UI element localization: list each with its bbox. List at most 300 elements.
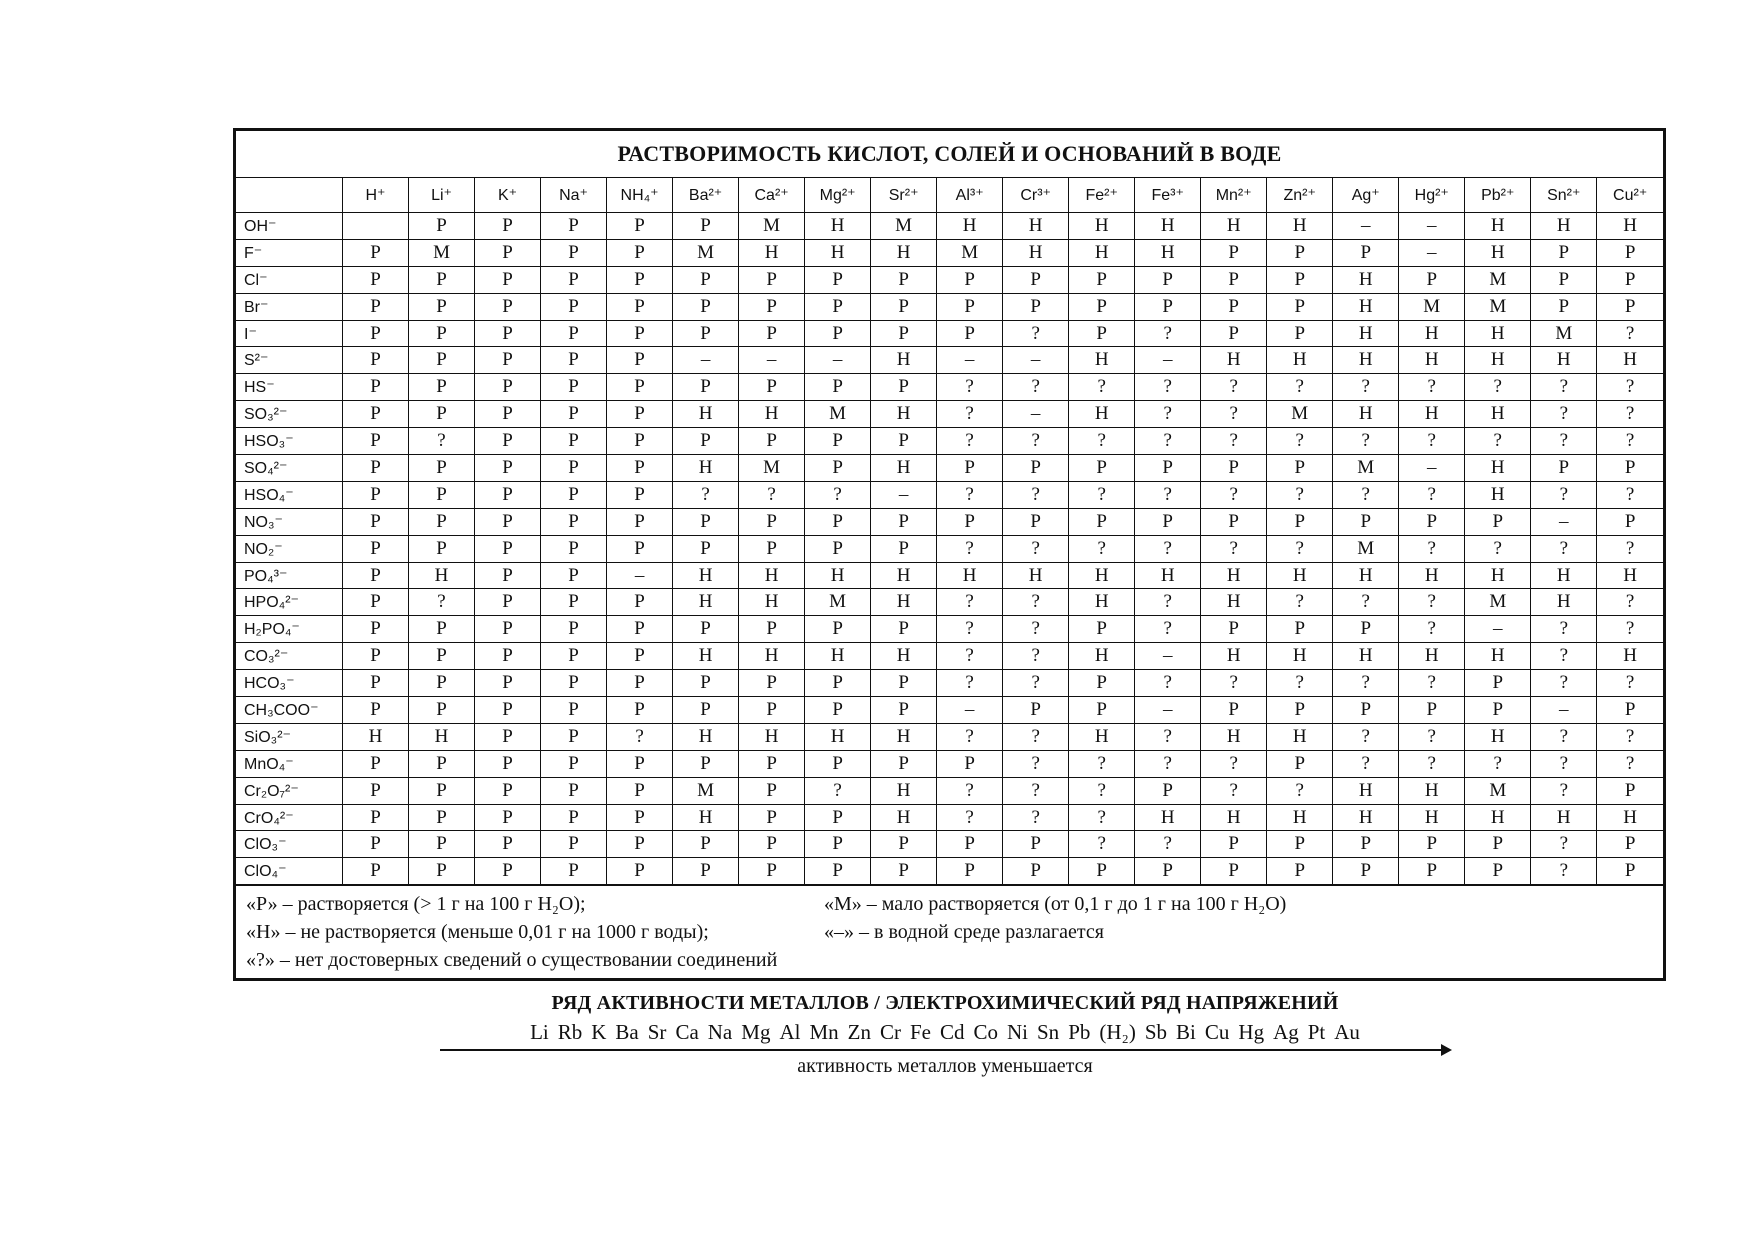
- solubility-cell: –: [1003, 347, 1069, 374]
- solubility-cell: Р: [1597, 508, 1663, 535]
- solubility-cell: Р: [739, 535, 805, 562]
- solubility-cell: Р: [871, 374, 937, 401]
- solubility-cell: ?: [937, 535, 1003, 562]
- solubility-cell: Н: [1135, 804, 1201, 831]
- solubility-cell: Р: [1267, 616, 1333, 643]
- solubility-cell: Р: [937, 750, 1003, 777]
- anion-label: ClO₄⁻: [236, 858, 343, 885]
- solubility-cell: Н: [1465, 562, 1531, 589]
- anion-label: CO₃²⁻: [236, 643, 343, 670]
- anion-label: OH⁻: [236, 213, 343, 240]
- solubility-cell: Р: [1465, 831, 1531, 858]
- table-row: [236, 750, 1663, 777]
- solubility-cell: Н: [1069, 643, 1135, 670]
- solubility-cell: ?: [1003, 616, 1069, 643]
- solubility-cell: Р: [607, 508, 673, 535]
- solubility-cell: Р: [607, 239, 673, 266]
- solubility-cell: Р: [541, 428, 607, 455]
- solubility-cell: Р: [673, 508, 739, 535]
- solubility-cell: ?: [1399, 723, 1465, 750]
- solubility-cell: Р: [739, 374, 805, 401]
- solubility-cell: Р: [1135, 777, 1201, 804]
- solubility-cell: Р: [1201, 616, 1267, 643]
- solubility-cell: ?: [1333, 374, 1399, 401]
- solubility-cell: ?: [1003, 481, 1069, 508]
- solubility-cell: Н: [1201, 804, 1267, 831]
- solubility-cell: Н: [1597, 347, 1663, 374]
- solubility-cell: Н: [1399, 562, 1465, 589]
- solubility-cell: ?: [1333, 723, 1399, 750]
- solubility-cell: М: [739, 213, 805, 240]
- solubility-cell: –: [937, 697, 1003, 724]
- solubility-cell: Н: [1597, 643, 1663, 670]
- solubility-cell: Р: [475, 643, 541, 670]
- solubility-cell: Р: [739, 320, 805, 347]
- solubility-cell: Р: [1399, 266, 1465, 293]
- metal-symbol: Sn: [1037, 1020, 1060, 1044]
- solubility-cell: Р: [1465, 858, 1531, 885]
- solubility-cell: Р: [343, 831, 409, 858]
- solubility-cell: ?: [937, 481, 1003, 508]
- solubility-cell: ?: [1135, 374, 1201, 401]
- solubility-cell: Р: [541, 213, 607, 240]
- solubility-cell: Н: [1333, 266, 1399, 293]
- solubility-cell: Р: [805, 508, 871, 535]
- solubility-cell: Р: [871, 616, 937, 643]
- solubility-cell: Р: [475, 428, 541, 455]
- solubility-cell: Р: [409, 266, 475, 293]
- solubility-cell: ?: [1531, 858, 1597, 885]
- table-title: РАСТВОРИМОСТЬ КИСЛОТ, СОЛЕЙ И ОСНОВАНИЙ В ВОДЕ: [236, 131, 1663, 178]
- solubility-cell: Р: [607, 266, 673, 293]
- solubility-cell: ?: [409, 428, 475, 455]
- solubility-cell: Р: [1597, 777, 1663, 804]
- solubility-cell: ?: [937, 777, 1003, 804]
- solubility-cell: –: [1531, 697, 1597, 724]
- solubility-cell: Н: [1003, 239, 1069, 266]
- solubility-cell: ?: [1399, 670, 1465, 697]
- table-row: [236, 535, 1663, 562]
- solubility-cell: Р: [739, 266, 805, 293]
- solubility-cell: Р: [1399, 697, 1465, 724]
- solubility-cell: Р: [871, 320, 937, 347]
- solubility-cell: Р: [607, 293, 673, 320]
- solubility-cell: Р: [673, 697, 739, 724]
- solubility-cell: Р: [1069, 508, 1135, 535]
- solubility-cell: Р: [1069, 670, 1135, 697]
- solubility-cell: М: [1333, 535, 1399, 562]
- solubility-cell: ?: [1003, 589, 1069, 616]
- solubility-cell: Р: [739, 777, 805, 804]
- solubility-cell: Р: [607, 401, 673, 428]
- table-row: [236, 213, 1663, 240]
- solubility-cell: –: [1333, 213, 1399, 240]
- solubility-cell: Р: [343, 320, 409, 347]
- anion-label: SO₄²⁻: [236, 455, 343, 482]
- table-row: [236, 266, 1663, 293]
- solubility-cell: Р: [739, 670, 805, 697]
- solubility-cell: Р: [541, 858, 607, 885]
- metal-symbol: Ag: [1273, 1020, 1299, 1044]
- solubility-cell: ?: [1201, 535, 1267, 562]
- metal-symbol: Rb: [557, 1020, 583, 1044]
- solubility-cell: Р: [739, 831, 805, 858]
- cation-header: Fe²⁺: [1069, 178, 1135, 213]
- solubility-cell: –: [1399, 213, 1465, 240]
- anion-label: Cr₂O₇²⁻: [236, 777, 343, 804]
- metal-symbol: (H₂): [1099, 1020, 1136, 1044]
- solubility-cell: Р: [1465, 670, 1531, 697]
- solubility-cell: ?: [1465, 535, 1531, 562]
- table-row: [236, 831, 1663, 858]
- solubility-cell: Р: [1201, 293, 1267, 320]
- solubility-cell: Н: [1465, 723, 1531, 750]
- solubility-cell: Р: [541, 239, 607, 266]
- solubility-cell: ?: [1333, 589, 1399, 616]
- solubility-cell: Н: [343, 723, 409, 750]
- table-row: [236, 401, 1663, 428]
- solubility-cell: Р: [1135, 858, 1201, 885]
- solubility-cell: Р: [1003, 858, 1069, 885]
- solubility-cell: –: [1135, 643, 1201, 670]
- solubility-cell: Н: [1531, 589, 1597, 616]
- solubility-cell: ?: [409, 589, 475, 616]
- solubility-cell: Н: [805, 723, 871, 750]
- solubility-cell: Р: [673, 670, 739, 697]
- solubility-cell: Р: [805, 616, 871, 643]
- solubility-cell: Н: [1531, 347, 1597, 374]
- solubility-cell: ?: [1267, 535, 1333, 562]
- solubility-cell: Р: [1069, 858, 1135, 885]
- solubility-cell: Р: [541, 723, 607, 750]
- anion-label: SiO₃²⁻: [236, 723, 343, 750]
- cation-header: Ag⁺: [1333, 178, 1399, 213]
- cation-header: H⁺: [343, 178, 409, 213]
- solubility-cell: Р: [541, 347, 607, 374]
- solubility-cell: Н: [1333, 401, 1399, 428]
- solubility-cell: Р: [1003, 293, 1069, 320]
- solubility-cell: Р: [475, 670, 541, 697]
- table-row: [236, 643, 1663, 670]
- solubility-cell: Р: [343, 481, 409, 508]
- solubility-cell: Н: [409, 562, 475, 589]
- solubility-cell: Н: [673, 643, 739, 670]
- solubility-cell: ?: [1399, 750, 1465, 777]
- solubility-cell: ?: [1003, 643, 1069, 670]
- solubility-cell: Р: [343, 777, 409, 804]
- table-row: [236, 858, 1663, 885]
- solubility-cell: Н: [871, 401, 937, 428]
- solubility-cell: Р: [541, 562, 607, 589]
- solubility-cell: ?: [805, 777, 871, 804]
- activity-series-items: [440, 1019, 1450, 1045]
- solubility-cell: Р: [871, 858, 937, 885]
- solubility-cell: Р: [673, 428, 739, 455]
- solubility-cell: Н: [1531, 562, 1597, 589]
- solubility-cell: Р: [607, 589, 673, 616]
- solubility-cell: Р: [1333, 697, 1399, 724]
- solubility-cell: ?: [1201, 750, 1267, 777]
- solubility-cell: М: [1399, 293, 1465, 320]
- solubility-cell: Р: [343, 266, 409, 293]
- solubility-cell: ?: [1465, 428, 1531, 455]
- solubility-cell: Р: [409, 293, 475, 320]
- cation-header: Sn²⁺: [1531, 178, 1597, 213]
- solubility-cell: Р: [475, 535, 541, 562]
- solubility-cell: Р: [1201, 831, 1267, 858]
- solubility-cell: Н: [1465, 239, 1531, 266]
- solubility-cell: Н: [1135, 213, 1201, 240]
- anion-label: CrO₄²⁻: [236, 804, 343, 831]
- solubility-cell: ?: [1201, 777, 1267, 804]
- solubility-cell: Р: [475, 723, 541, 750]
- metal-symbol: Co: [973, 1020, 998, 1044]
- solubility-cell: Н: [1201, 562, 1267, 589]
- solubility-cell: Р: [1597, 266, 1663, 293]
- solubility-cell: Р: [409, 347, 475, 374]
- solubility-cell: Н: [871, 723, 937, 750]
- solubility-cell: Р: [607, 320, 673, 347]
- solubility-cell: Н: [673, 455, 739, 482]
- cation-header: Fe³⁺: [1135, 178, 1201, 213]
- solubility-cell: Р: [541, 616, 607, 643]
- solubility-cell: Р: [805, 750, 871, 777]
- solubility-cell: ?: [1003, 670, 1069, 697]
- solubility-cell: ?: [937, 804, 1003, 831]
- solubility-cell: Р: [475, 347, 541, 374]
- solubility-cell: Р: [1267, 320, 1333, 347]
- solubility-cell: Р: [1531, 455, 1597, 482]
- solubility-cell: Р: [871, 670, 937, 697]
- solubility-cell: Р: [1465, 697, 1531, 724]
- solubility-cell: Р: [475, 293, 541, 320]
- solubility-cell: Р: [607, 643, 673, 670]
- solubility-cell: Н: [805, 239, 871, 266]
- anion-label: ClO₃⁻: [236, 831, 343, 858]
- solubility-cell: ?: [1135, 428, 1201, 455]
- solubility-cell: [343, 213, 409, 240]
- solubility-cell: ?: [1201, 481, 1267, 508]
- solubility-cell: Р: [607, 213, 673, 240]
- solubility-cell: ?: [1135, 481, 1201, 508]
- solubility-cell: М: [805, 589, 871, 616]
- solubility-cell: Р: [1597, 697, 1663, 724]
- solubility-cell: Н: [1069, 401, 1135, 428]
- solubility-cell: Н: [1399, 777, 1465, 804]
- solubility-cell: Р: [1597, 293, 1663, 320]
- solubility-cell: Н: [871, 239, 937, 266]
- solubility-cell: М: [1465, 293, 1531, 320]
- solubility-cell: Н: [409, 723, 475, 750]
- solubility-cell: Р: [1333, 616, 1399, 643]
- solubility-cell: Н: [739, 643, 805, 670]
- activity-series-caption: активность металлов уменьшается: [797, 1055, 1093, 1077]
- solubility-cell: Р: [409, 535, 475, 562]
- solubility-cell: Р: [673, 535, 739, 562]
- solubility-cell: ?: [1531, 535, 1597, 562]
- anion-label: PO₄³⁻: [236, 562, 343, 589]
- solubility-cell: Н: [1267, 643, 1333, 670]
- solubility-cell: ?: [1465, 750, 1531, 777]
- solubility-cell: ?: [1399, 428, 1465, 455]
- solubility-cell: Н: [1003, 562, 1069, 589]
- solubility-cell: Р: [343, 589, 409, 616]
- solubility-cell: Р: [1267, 858, 1333, 885]
- solubility-cell: ?: [1069, 804, 1135, 831]
- solubility-cell: Р: [871, 831, 937, 858]
- solubility-cell: Н: [1201, 213, 1267, 240]
- solubility-cell: Р: [541, 670, 607, 697]
- solubility-cell: Р: [1201, 508, 1267, 535]
- table-row: [236, 347, 1663, 374]
- solubility-cell: Р: [1267, 508, 1333, 535]
- solubility-cell: Р: [673, 750, 739, 777]
- solubility-cell: Р: [607, 535, 673, 562]
- solubility-cell: Н: [1399, 643, 1465, 670]
- solubility-cell: Р: [805, 670, 871, 697]
- solubility-cell: –: [1135, 697, 1201, 724]
- solubility-cell: Р: [805, 428, 871, 455]
- anion-label: HSO₃⁻: [236, 428, 343, 455]
- solubility-cell: Р: [1003, 697, 1069, 724]
- solubility-cell: Р: [343, 374, 409, 401]
- solubility-cell: Р: [475, 589, 541, 616]
- solubility-cell: Р: [1597, 831, 1663, 858]
- solubility-cell: ?: [1069, 777, 1135, 804]
- solubility-cell: Р: [409, 481, 475, 508]
- solubility-cell: Р: [607, 831, 673, 858]
- solubility-cell: Р: [1135, 455, 1201, 482]
- legend-n: «Н» – не растворяется (меньше 0,01 г на 1000 г воды);: [246, 921, 709, 944]
- solubility-cell: Р: [475, 750, 541, 777]
- cation-header: Na⁺: [541, 178, 607, 213]
- solubility-cell: Р: [1597, 858, 1663, 885]
- cation-header: Li⁺: [409, 178, 475, 213]
- solubility-cell: ?: [1333, 481, 1399, 508]
- legend-row: [246, 918, 1663, 946]
- solubility-cell: Р: [1201, 858, 1267, 885]
- solubility-cell: Н: [871, 347, 937, 374]
- solubility-cell: Р: [343, 239, 409, 266]
- solubility-cell: Р: [937, 455, 1003, 482]
- solubility-cell: Р: [475, 266, 541, 293]
- solubility-cell: Р: [541, 589, 607, 616]
- solubility-cell: ?: [937, 374, 1003, 401]
- solubility-cell: Р: [1069, 320, 1135, 347]
- solubility-cell: Р: [475, 239, 541, 266]
- legend-row: [246, 890, 1663, 918]
- solubility-cell: Р: [343, 347, 409, 374]
- solubility-cell: Р: [475, 320, 541, 347]
- solubility-cell: –: [1399, 455, 1465, 482]
- solubility-cell: Р: [541, 535, 607, 562]
- solubility-cell: Р: [343, 750, 409, 777]
- solubility-cell: ?: [1531, 723, 1597, 750]
- legend: [236, 885, 1663, 978]
- solubility-cell: Р: [607, 374, 673, 401]
- solubility-cell: Р: [1399, 858, 1465, 885]
- solubility-cell: Н: [1399, 804, 1465, 831]
- cation-header: Pb²⁺: [1465, 178, 1531, 213]
- solubility-cell: Р: [871, 293, 937, 320]
- solubility-cell: Р: [343, 508, 409, 535]
- solubility-cell: Р: [1597, 239, 1663, 266]
- solubility-cell: Н: [1465, 401, 1531, 428]
- solubility-cell: Р: [409, 401, 475, 428]
- solubility-cell: ?: [1069, 428, 1135, 455]
- solubility-cell: Н: [937, 213, 1003, 240]
- solubility-cell: Р: [673, 320, 739, 347]
- solubility-cell: Р: [871, 697, 937, 724]
- solubility-cell: Р: [1267, 831, 1333, 858]
- solubility-cell: Р: [343, 401, 409, 428]
- solubility-cell: Р: [541, 374, 607, 401]
- solubility-cell: Р: [607, 777, 673, 804]
- solubility-cell: Р: [343, 562, 409, 589]
- solubility-cell: Р: [937, 320, 1003, 347]
- solubility-cell: Р: [541, 508, 607, 535]
- solubility-cell: Н: [1465, 213, 1531, 240]
- solubility-cell: Р: [1333, 858, 1399, 885]
- solubility-cell: Р: [937, 858, 1003, 885]
- solubility-cell: Р: [343, 697, 409, 724]
- solubility-cell: ?: [805, 481, 871, 508]
- solubility-cell: Р: [937, 266, 1003, 293]
- solubility-cell: Н: [1399, 320, 1465, 347]
- cation-header: Mg²⁺: [805, 178, 871, 213]
- solubility-cell: ?: [937, 670, 1003, 697]
- solubility-cell: Н: [1267, 723, 1333, 750]
- solubility-cell: Р: [541, 777, 607, 804]
- solubility-cell: ?: [1597, 670, 1663, 697]
- solubility-cell: Р: [1069, 455, 1135, 482]
- solubility-cell: Р: [343, 293, 409, 320]
- solubility-cell: ?: [1201, 670, 1267, 697]
- solubility-cell: Р: [1267, 293, 1333, 320]
- cation-header: Cr³⁺: [1003, 178, 1069, 213]
- solubility-cell: Р: [739, 804, 805, 831]
- solubility-cell: Н: [1531, 213, 1597, 240]
- solubility-cell: Р: [607, 858, 673, 885]
- solubility-cell: Н: [1003, 213, 1069, 240]
- solubility-cell: Р: [343, 455, 409, 482]
- solubility-cell: Р: [739, 508, 805, 535]
- table-row: [236, 697, 1663, 724]
- solubility-cell: Н: [1333, 320, 1399, 347]
- metal-symbol: Li: [530, 1020, 549, 1044]
- solubility-cell: ?: [1201, 401, 1267, 428]
- solubility-cell: Р: [1531, 266, 1597, 293]
- solubility-cell: ?: [1135, 589, 1201, 616]
- solubility-cell: ?: [1201, 374, 1267, 401]
- solubility-table-frame: [233, 128, 1666, 981]
- solubility-cell: Р: [409, 320, 475, 347]
- activity-series-section: [440, 992, 1450, 1078]
- anion-label: NO₂⁻: [236, 535, 343, 562]
- solubility-cell: М: [673, 239, 739, 266]
- solubility-cell: Н: [673, 723, 739, 750]
- solubility-cell: Р: [607, 481, 673, 508]
- table-row: [236, 239, 1663, 266]
- solubility-cell: Р: [1069, 266, 1135, 293]
- solubility-cell: Р: [1201, 320, 1267, 347]
- solubility-cell: ?: [1597, 589, 1663, 616]
- solubility-cell: Р: [1267, 697, 1333, 724]
- solubility-cell: Р: [475, 481, 541, 508]
- activity-series-title: РЯД АКТИВНОСТИ МЕТАЛЛОВ / ЭЛЕКТРОХИМИЧЕСКИЙ РЯД НАПРЯЖЕНИЙ: [551, 992, 1339, 1014]
- solubility-cell: Р: [1135, 266, 1201, 293]
- solubility-cell: ?: [1597, 535, 1663, 562]
